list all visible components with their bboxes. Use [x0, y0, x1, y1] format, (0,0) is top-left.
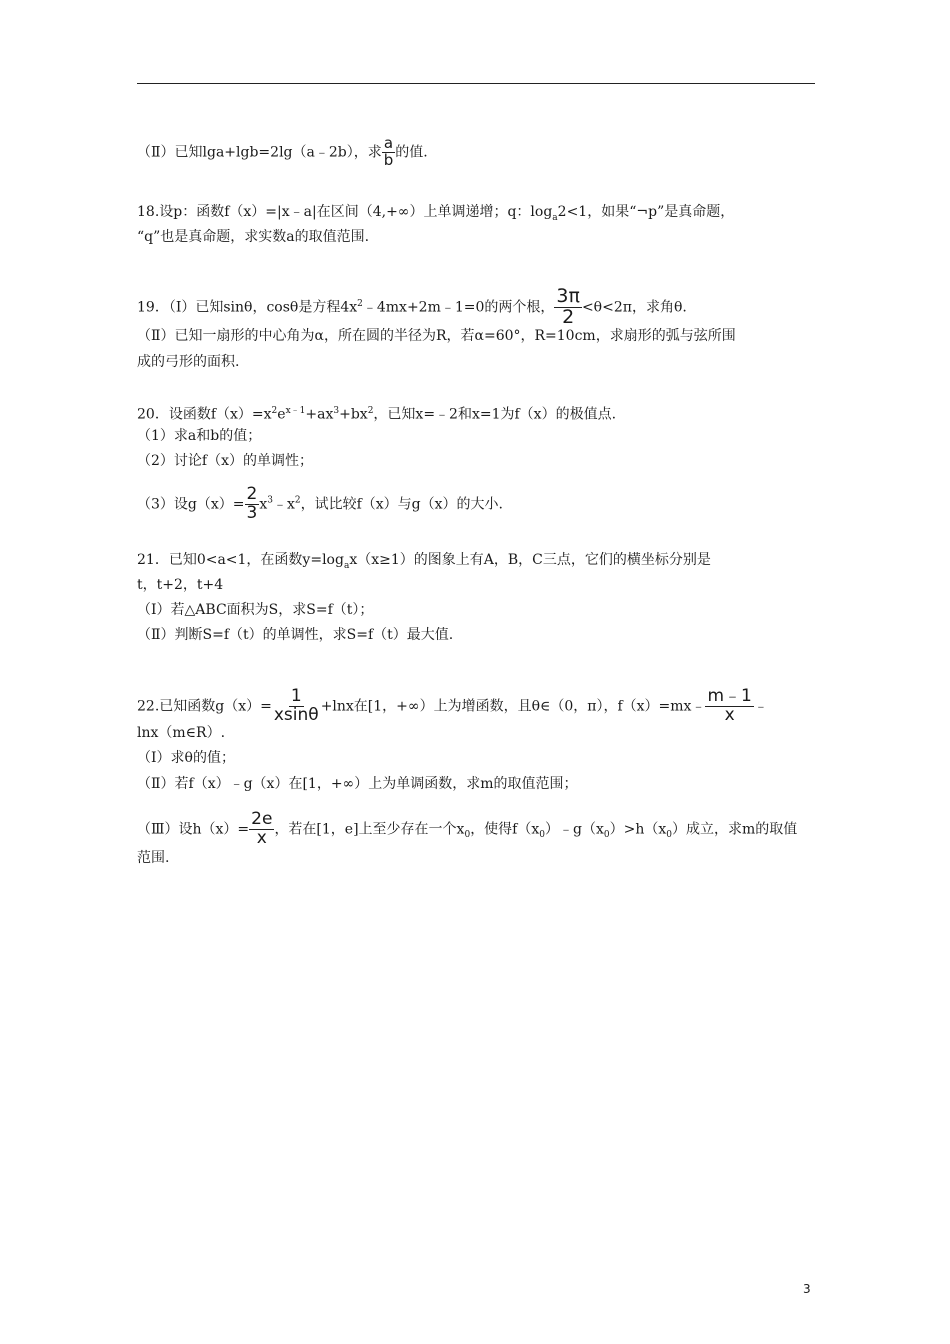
- fraction-a-over-b: $\frac{a}{b}$: [383, 134, 394, 169]
- header-rule: [137, 83, 815, 84]
- fraction-2-over-3: $\frac{2}{3}$: [246, 484, 258, 523]
- question-21-line-3: （Ⅰ）若△ABC面积为S，求S=f（t）；: [137, 602, 374, 618]
- fraction-2e-over-x: $\frac{2e}{x}$: [251, 809, 273, 848]
- question-19-line-1: 19．（Ⅰ）已知sinθ，cosθ是方程$4x^2﹣4mx+2m﹣1=0$的两个根， $\frac{3\pi}{2}$ <θ<2π，求角θ.: [137, 285, 687, 328]
- question-22-line-1: 22.已知函数g（x）= $\frac{1}{xsin\theta}$ +lnx在[1，+∞）上为增函数，且θ∈（0，π），f（x）=mx﹣ $\frac{m﹣1}{x}$ ﹣: [137, 686, 768, 725]
- question-22-line-6: 范围.: [137, 850, 170, 866]
- question-22-line-5: （Ⅲ）设h（x）= $\frac{2e}{x}$ ，若在[1，e]上至少存在一个$x_0$，使得$f(x_0)﹣g(x_0)>h(x_0)$成立，求m的取值: [137, 809, 798, 848]
- question-20-line-3: （2）讨论f（x）的单调性；: [137, 453, 313, 469]
- question-20-line-2: （1）求a和b的值；: [137, 428, 262, 444]
- fraction-1-over-xsin-theta: $\frac{1}{xsin\theta}$: [273, 686, 319, 725]
- question-20-line-4: （3）设g（x）= $\frac{2}{3}$ $x^3﹣x^2$，试比较f（x）与g（x）的大小.: [137, 484, 503, 523]
- question-20-line-1: 20．设函数$f(x)=x^2e^{x﹣1}+ax^3+bx^2$，已知x=﹣2和x=1为f（x）的极值点.: [137, 406, 617, 423]
- question-21-line-2: t，t+2，t+4: [137, 577, 224, 593]
- question-21-line-4: （Ⅱ）判断S=f（t）的单调性，求S=f（t）最大值.: [137, 627, 454, 643]
- question-17-part-2: （Ⅱ）已知lga+lgb=2lg（a﹣2b），求 $\frac{a}{b}$ 的值.: [137, 134, 428, 169]
- question-22-line-3: （Ⅰ）求θ的值；: [137, 750, 235, 766]
- page-number: 3: [803, 1282, 811, 1296]
- fraction-m-minus-1-over-x: $\frac{m﹣1}{x}$: [707, 686, 752, 725]
- fraction-3pi-over-2: $\frac{3\pi}{2}$: [556, 285, 580, 328]
- question-22-line-2: lnx（m∈R）.: [137, 725, 226, 741]
- question-22-line-4: （Ⅱ）若f（x）﹣g（x）在[1，+∞）上为单调函数，求m的取值范围；: [137, 776, 578, 792]
- question-18-line-1: 18.设p：函数f（x）=|x﹣a|在区间（4,+∞）上单调递增；q：$\log_a2<1$，如果“¬p”是真命题，: [137, 204, 735, 223]
- question-21-line-1: 21．已知0<a<1，在函数$y=\log_ax(x\ge 1)$的图象上有A，B，C三点，它们的横坐标分别是: [137, 552, 711, 571]
- question-18-line-2: “q”也是真命题，求实数a的取值范围.: [137, 229, 370, 245]
- question-19-line-2: （Ⅱ）已知一扇形的中心角为α，所在圆的半径为R，若α=60°，R=10cm，求扇形的弧与弦所围: [137, 328, 736, 344]
- question-19-line-3: 成的弓形的面积.: [137, 354, 240, 370]
